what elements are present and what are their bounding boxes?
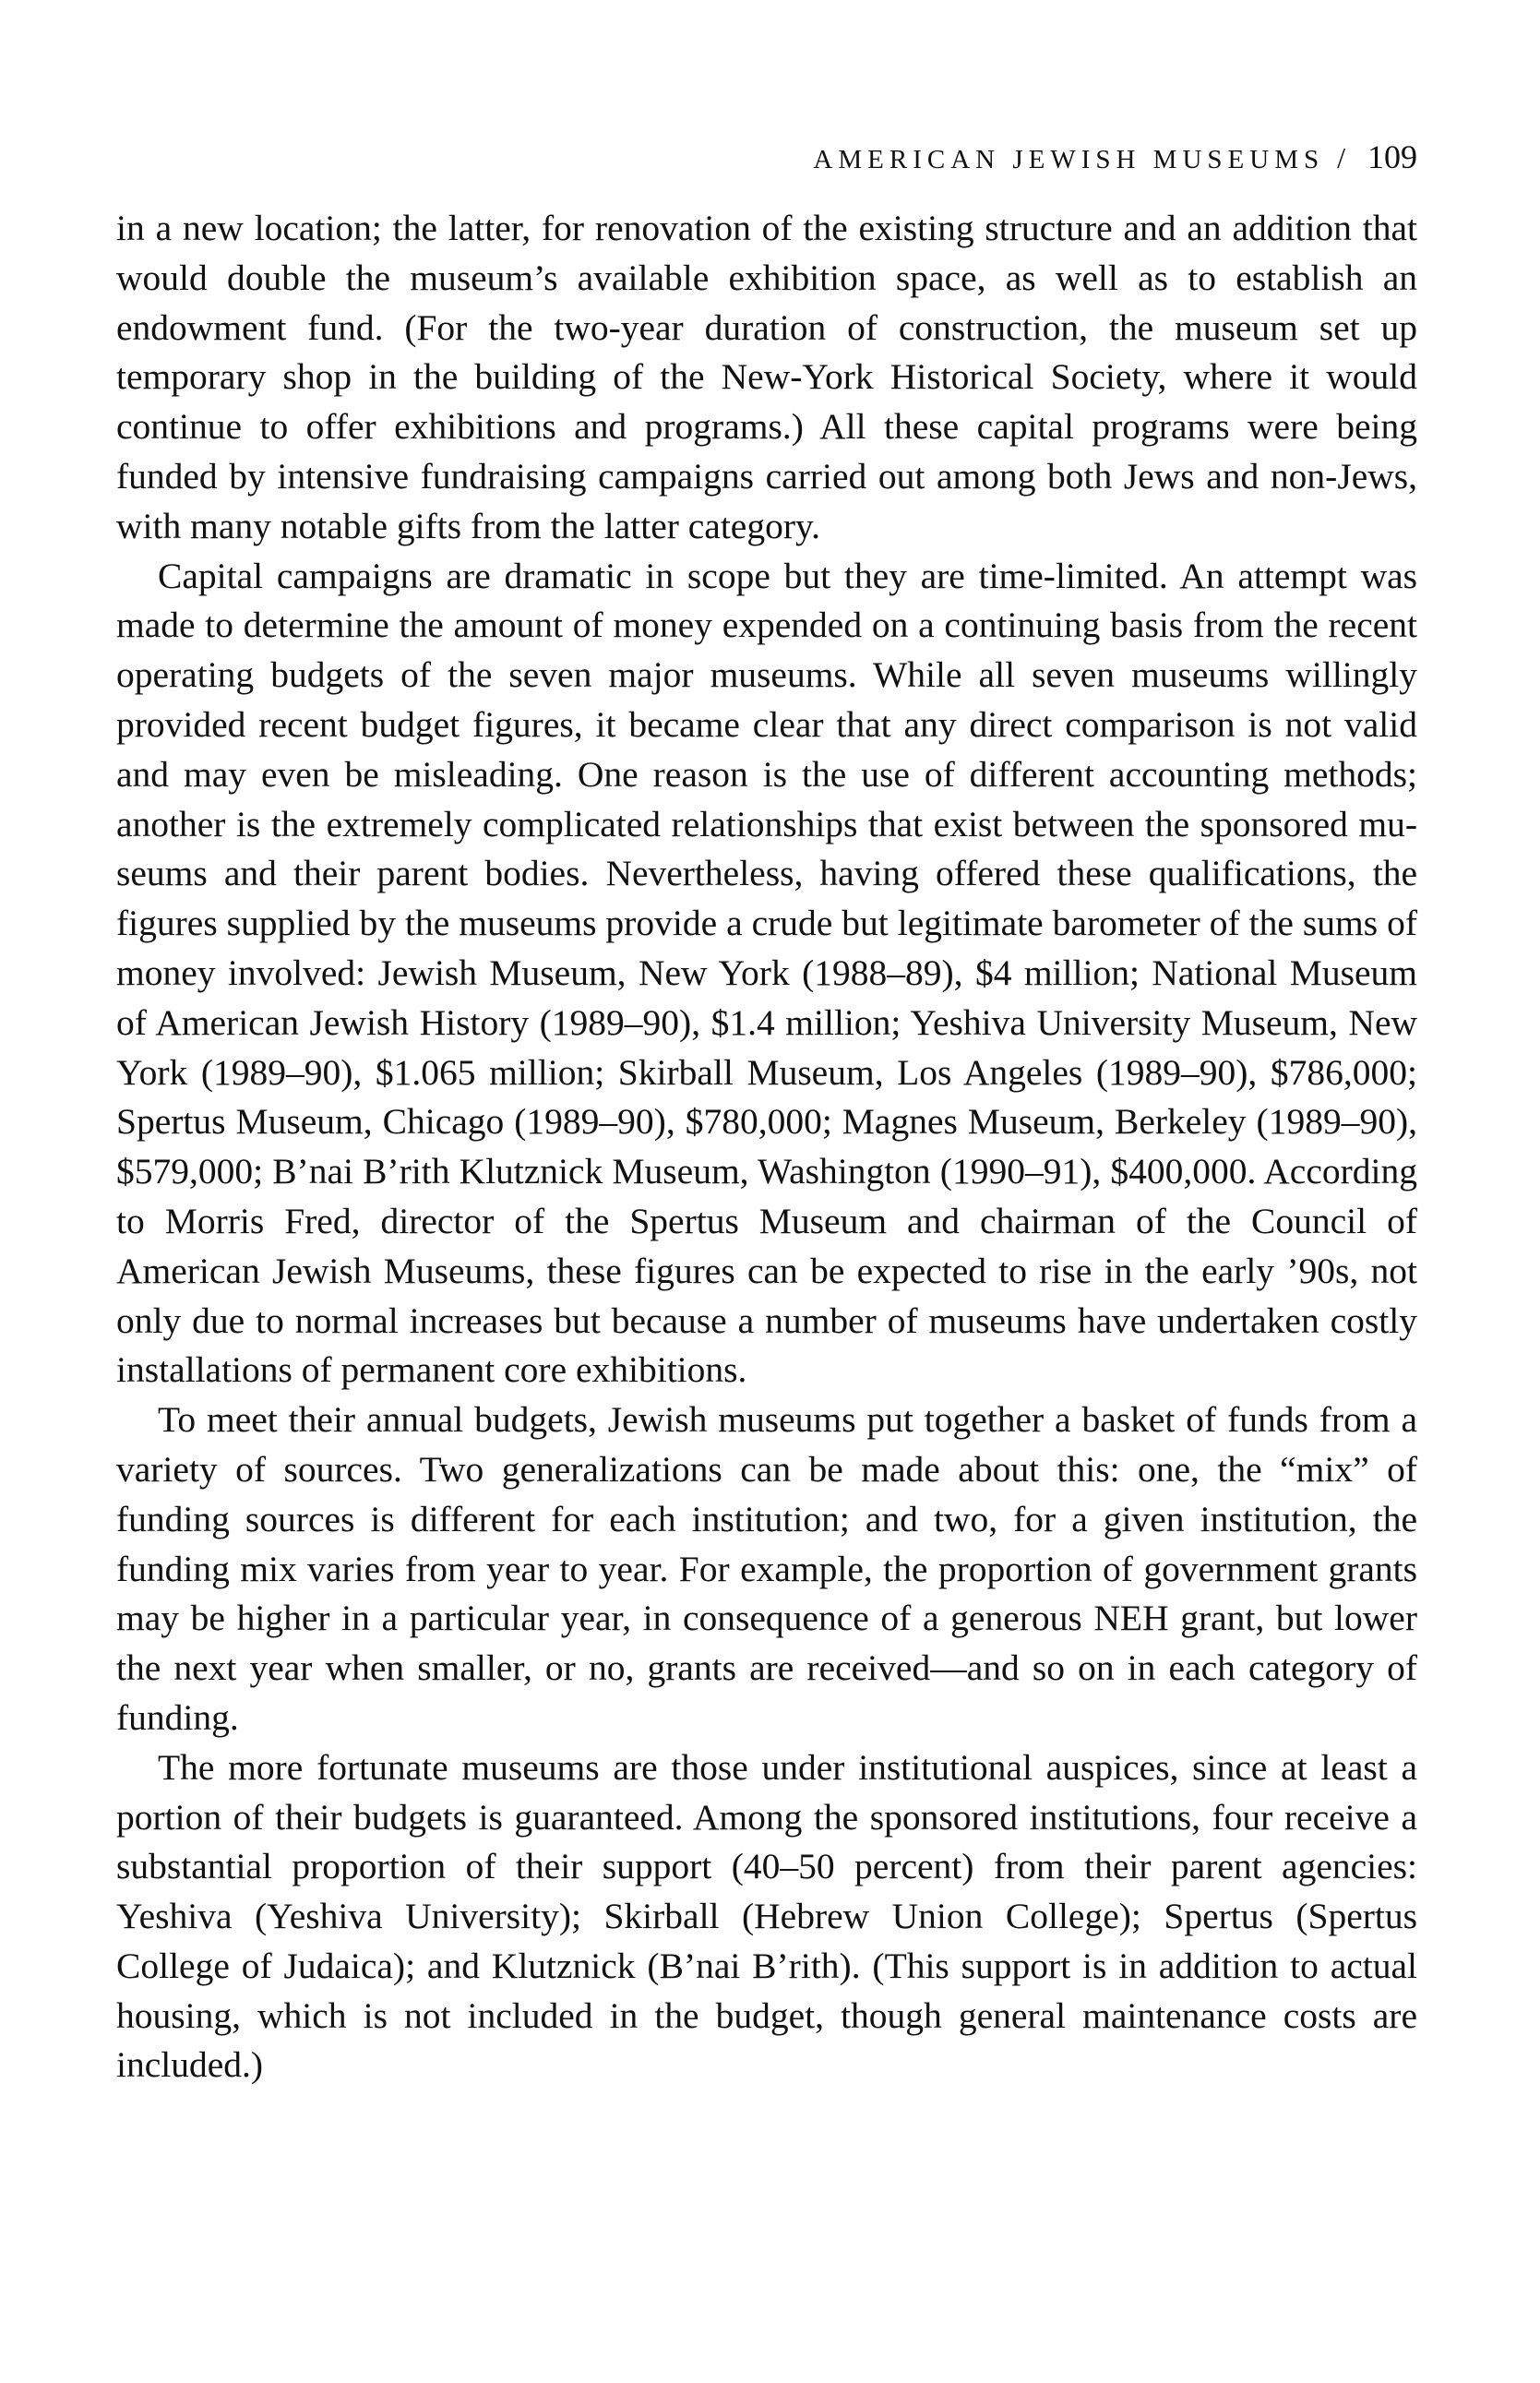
body-text [116,204,1417,2090]
paragraph-continued: in a new location; the latter, for renovation of the existing structure and an addition that would double the museum’s available exhibition space, as well as to establish an endowment fund. (For the two-year duration of construction, the museum set up temporary shop in the building of the New-York Historical Society, where it would continue to offer exhibitions and programs.) All these capital programs were being funded by intensive fundraising campaigns carried out among both Jews and non-Jews, with many notable gifts from the latter category. [116,208,1417,546]
running-head-separator: / [1337,141,1345,174]
paragraph-institutional-auspices: The more fortunate museums are those under institutional auspices, since at least a portion of their budgets is guaranteed. Among the sponsored institutions, four receive a substantial proportion of their support (40–50 percent) from their parent agencies: Yeshiva (Yeshiva University); Skirball (Hebrew Union College); Spertus (Spertus College of Judaica); and Klutznick (B’nai B’rith). (This support is in addition to actual housing, which is not included in the budget, though general maintenance costs are included.) [116,1746,1417,2086]
running-title: AMERICAN JEWISH MUSEUMS [813,145,1325,174]
paragraph-capital-campaigns: Capital campaigns are dramatic in scope but they are time-limited. An attempt was made to determine the amount of money expended on a continuing basis from the recent operating budgets of the seven major museums. While all seven museums willingly provided recent budget figures, it became clear that any direct comparison is not valid and may even be misleading. One reason is the use of different accounting methods; another is the extremely complicated relationships that exist between the sponsored museums and their parent bodies. Nevertheless, having offered these qualifications, the figures supplied by the museums provide a crude but legitimate barometer of the sums of money involved: Jewish Museum, New York (1988–89), $4 million; National Museum of American Jewish History (1989–90), $1.4 million; Yeshiva University Museum, New York (1989–90), $1.065 million; Skirball Museum, Los Angeles (1989–90), $786,000; Spertus Museum, Chicago (1989–90), $780,000; Magnes Museum, Berkeley (1989–90), $579,000; B’nai B’rith Klutznick Museum, Washington (1990–91), $400,000. According to Morris Fred, director of the Spertus Museum and chairman of the Council of American Jewish Museums, these figures can be expected to rise in the early ’90s, not only due to normal increases but because a number of museums have undertaken costly installations of permanent core exhibitions. [116,555,1417,1391]
running-head [116,138,1417,178]
page-number: 109 [1367,138,1417,175]
book-page [116,138,1417,2090]
paragraph-annual-budgets: To meet their annual budgets, Jewish museums put together a basket of funds from a variety of sources. Two generalizations can be made about this: one, the “mix” of funding sources is different for each institution; and two, for a given institution, the funding mix varies from year to year. For example, the proportion of government grants may be higher in a particular year, in consequence of a generous NEH grant, but lower the next year when smaller, or no, grants are received—and so on in each category of funding. [116,1399,1417,1738]
